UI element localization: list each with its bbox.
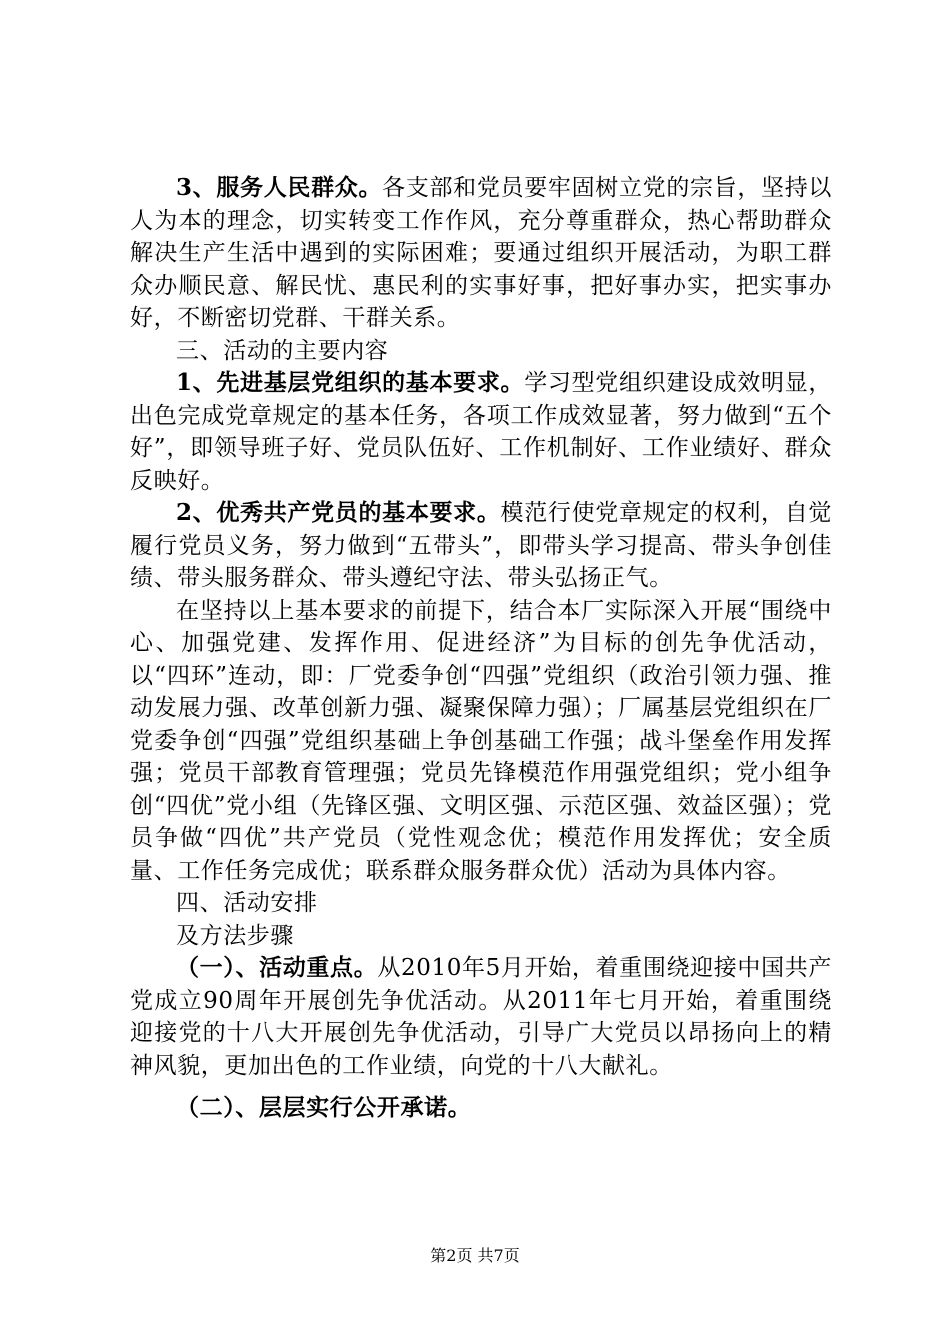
section-heading-main-content: 三、活动的主要内容	[176, 337, 389, 364]
paragraph-activity-focus	[130, 952, 832, 1082]
paragraph-text: 各支部和党员要牢固树立党的宗旨，坚持以人为本的理念，切实转变工作作风，充分尊重群众，热心帮助群众解决生产生活中遇到的实际困难；要通过组织开展活动，为职工群众办顺民意、解民忧、惠民利的实事好事，把好事办实，把实事办好，不断密切党群、干群关系。	[130, 175, 832, 331]
paragraph-lead: （二）、层层实行公开承诺。	[176, 1094, 472, 1121]
document-body	[130, 172, 832, 1125]
paragraph-text: 从2010年5月开始，着重围绕迎接中国共产党成立90周年开展创先争优活动。从2011年七月开始，着重围绕迎接党的十八大开展创先争优活动，引导广大党员以昂扬向上的精神风貌，更加出色的工作业绩，向党的十八大献礼。	[130, 955, 832, 1079]
paragraph-four-rings: 在坚持以上基本要求的前提下，结合本厂实际深入开展“围绕中心、加强党建、发挥作用、促进经济”为目标的创先争优活动，以“四环”连动，即：厂党委争创“四强”党组织（政治引领力强、推动发展力强、改革创新力强、凝聚保障力强）；厂属基层党组织在厂党委争创“四强”党组织基础上争创基础工作强；战斗堡垒作用发挥强；党员干部教育管理强；党员先锋模范作用强党组织；党小组争创“四优”党小组（先锋区强、文明区强、示范区强、效益区强）；党员争做“四优”共产党员（党性观念优；模范作用发挥优；安全质量、工作任务完成优；联系群众服务群众优）活动为具体内容。	[130, 597, 832, 884]
section-heading-arrangement-cont: 及方法步骤	[176, 922, 294, 949]
paragraph-serve-masses	[130, 172, 832, 335]
paragraph-excellent-member	[130, 497, 832, 595]
section-heading-arrangement: 四、活动安排	[176, 890, 318, 916]
paragraph-text: 模范行使党章规定的权利，自觉履行党员义务，努力做到“五带头”，即带头学习提高、带头争创佳绩、带头服务群众、带头遵纪守法、带头弘扬正气。	[130, 500, 833, 591]
page-footer: 第2页 共7页	[430, 1246, 520, 1265]
paragraph-lead: 3、服务人民群众。	[176, 174, 383, 201]
paragraph-text: 学习型党组织建设成效明显，出色完成党章规定的基本任务，各项工作成效显著，努力做到“五个好”，即领导班子好、党员队伍好、工作机制好、工作业绩好、群众反映好。	[130, 370, 832, 494]
paragraph-lead: （一）、活动重点。	[176, 954, 378, 981]
paragraph-lead: 2、优秀共产党员的基本要求。	[176, 499, 501, 526]
paragraph-lead: 1、先进基层党组织的基本要求。	[176, 369, 525, 396]
paragraph-public-commitment	[130, 1092, 832, 1125]
paragraph-advanced-org	[130, 367, 832, 497]
